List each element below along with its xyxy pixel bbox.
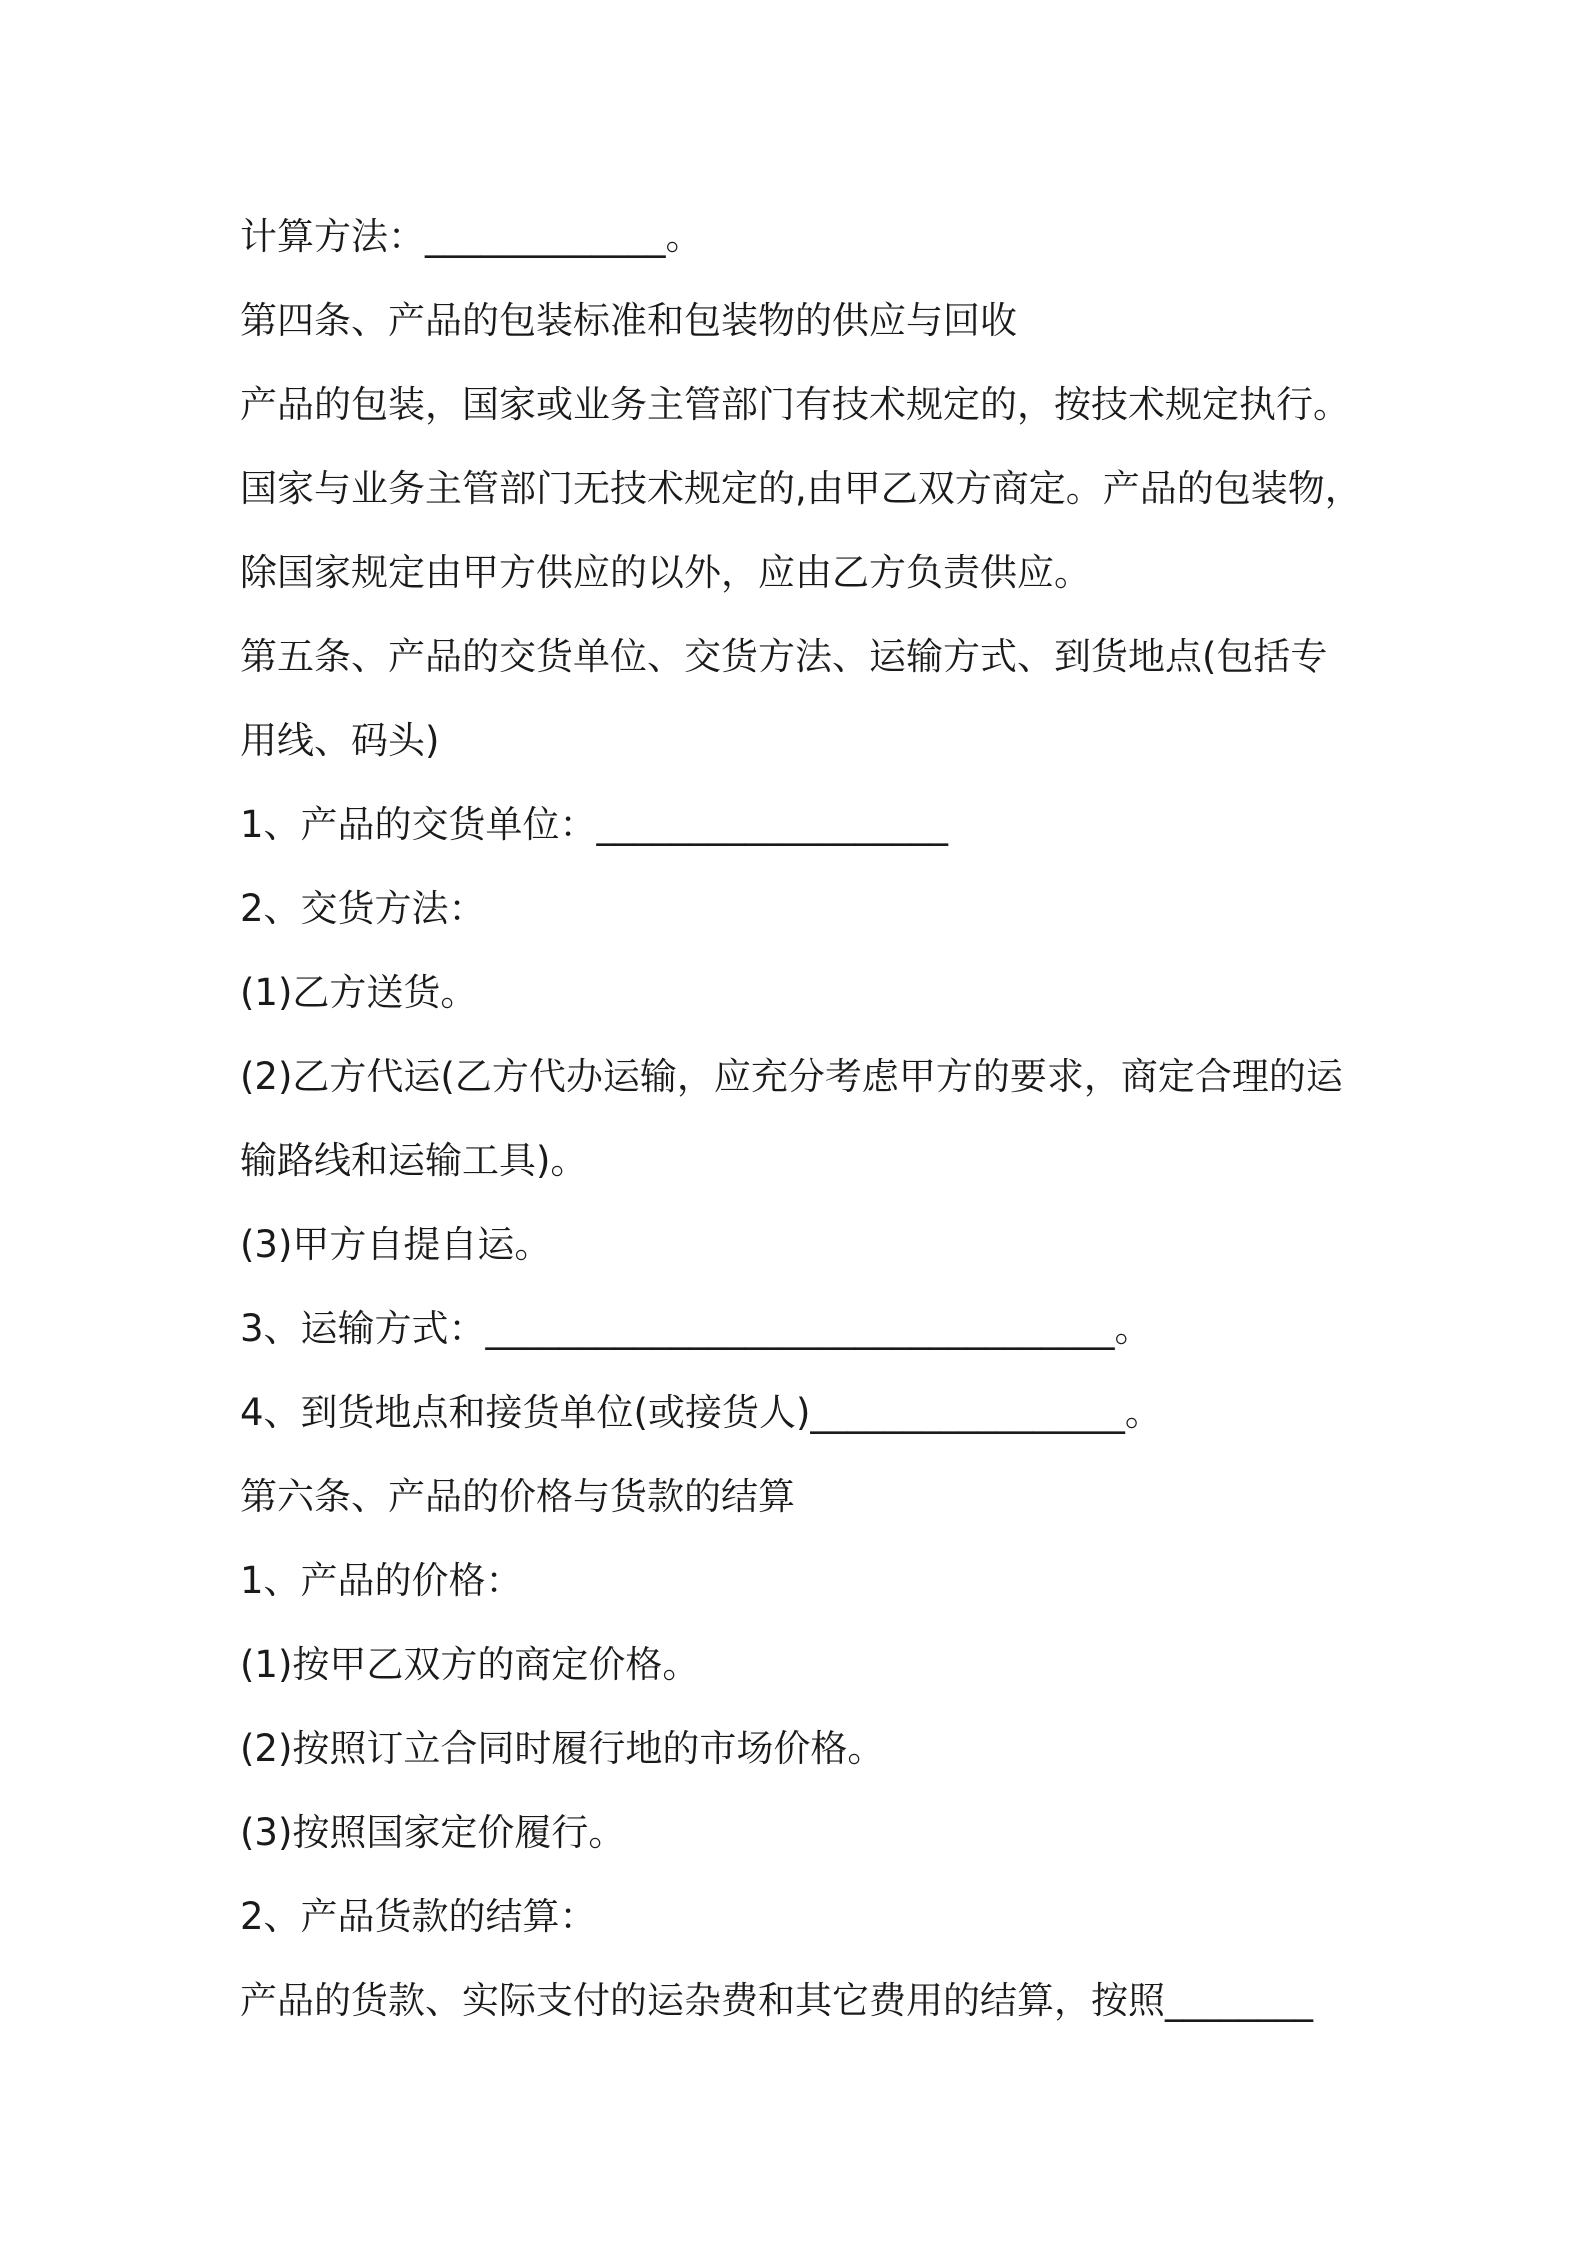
calculation-method-line: 计算方法：_____________。	[240, 215, 703, 258]
delivery-option-1: (1)乙方送货。	[240, 971, 478, 1014]
payment-settlement-heading: 2、产品货款的结算：	[240, 1895, 597, 1938]
product-price-heading: 1、产品的价格：	[240, 1559, 523, 1602]
packaging-paragraph-line-3: 除国家规定由甲方供应的以外，应由乙方负责供应。	[240, 551, 1091, 594]
price-option-1: (1)按甲乙双方的商定价格。	[240, 1643, 700, 1686]
article-5-heading-line-2: 用线、码头)	[240, 719, 440, 762]
transport-method-line: 3、运输方式：__________________________________。	[240, 1307, 1152, 1350]
packaging-paragraph-line-2: 国家与业务主管部门无技术规定的,由甲乙双方商定。产品的包装物，	[240, 467, 1362, 510]
delivery-method-heading: 2、交货方法：	[240, 887, 486, 930]
packaging-paragraph-line-1: 产品的包装，国家或业务主管部门有技术规定的，按技术规定执行。	[240, 383, 1350, 426]
delivery-option-3: (3)甲方自提自运。	[240, 1223, 552, 1266]
article-6-heading: 第六条、产品的价格与货款的结算	[240, 1475, 795, 1518]
arrival-location-line: 4、到货地点和接货单位(或接货人)_________________。	[240, 1391, 1162, 1434]
price-option-3: (3)按照国家定价履行。	[240, 1811, 626, 1854]
payment-settlement-paragraph: 产品的货款、实际支付的运杂费和其它费用的结算，按照________	[240, 1979, 1313, 2022]
delivery-option-2-line-1: (2)乙方代运(乙方代办运输，应充分考虑甲方的要求，商定合理的运	[240, 1055, 1343, 1098]
document-body	[240, 195, 1370, 2043]
delivery-unit-line: 1、产品的交货单位：___________________	[240, 803, 949, 846]
article-4-heading: 第四条、产品的包装标准和包装物的供应与回收	[240, 299, 1017, 342]
article-5-heading-line-1: 第五条、产品的交货单位、交货方法、运输方式、到货地点(包括专	[240, 635, 1328, 678]
price-option-2: (2)按照订立合同时履行地的市场价格。	[240, 1727, 885, 1770]
delivery-option-2-line-2: 输路线和运输工具)。	[240, 1139, 588, 1182]
